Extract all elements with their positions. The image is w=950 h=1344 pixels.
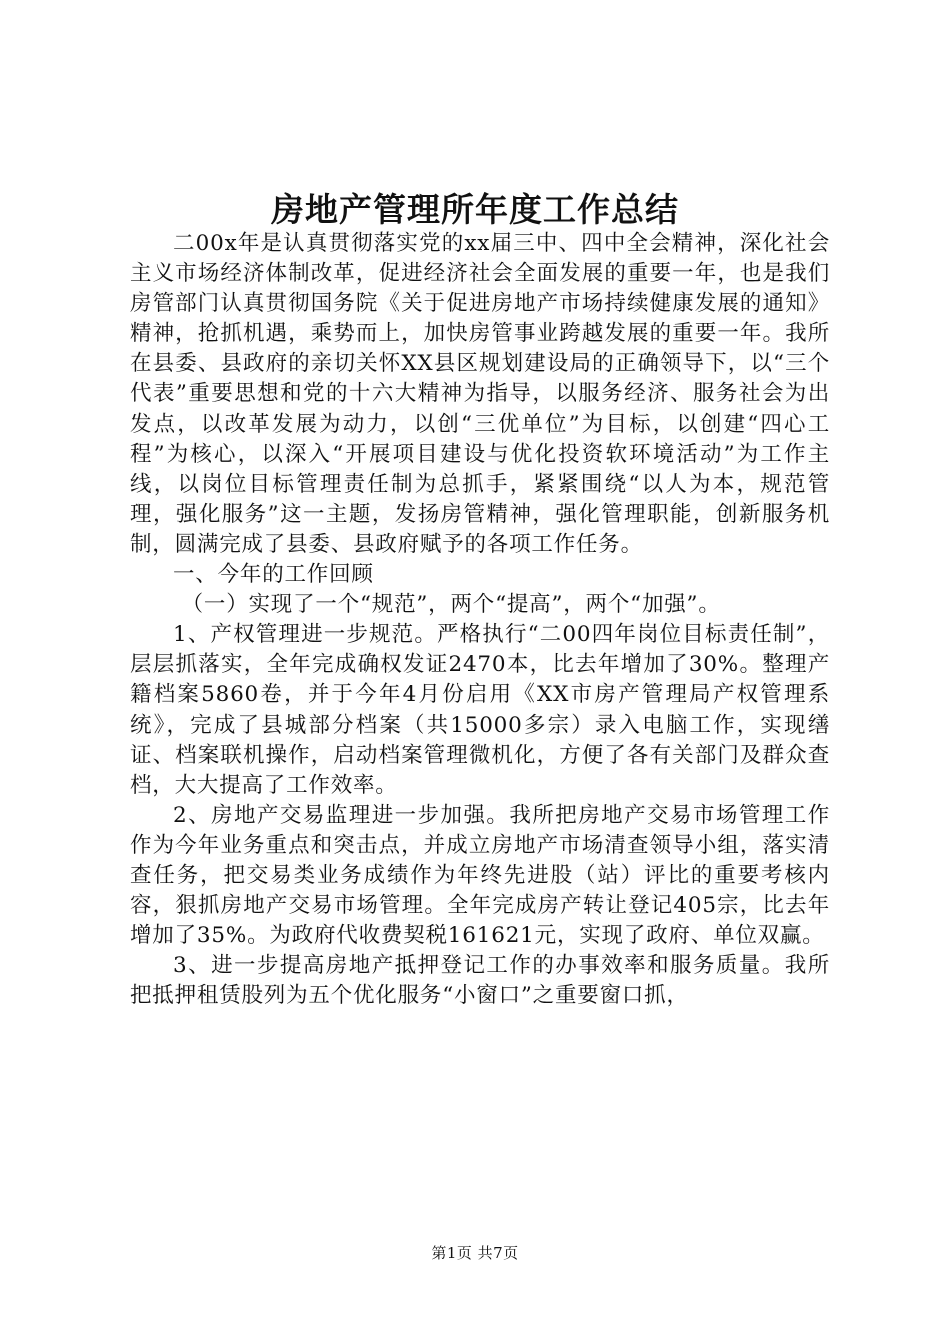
paragraph-intro: 二00x年是认真贯彻落实党的xx届三中、四中全会精神，深化社会主义市场经济体制改革，促进经济社会全面发展的重要一年，也是我们房管部门认真贯彻国务院《关于促进房地产市场持续健康发展的通知》精神，抢抓机遇，乘势而上，加快房管事业跨越发展的重要一年。我所在县委、县政府的亲切关怀XX县区规划建设局的正确领导下，以“三个代表”重要思想和党的十六大精神为指导，以服务经济、服务社会为出发点，以改革发展为动力，以创“三优单位”为目标，以创建“四心工程”为核心，以深入“开展项目建设与优化投资软环境活动”为工作主线，以岗位目标管理责任制为总抓手，紧紧围绕“以人为本，规范管理，强化服务”这一主题，发扬房管精神，强化管理职能，创新服务机制，圆满完成了县委、县政府赋予的各项工作任务。 [130,231,830,557]
section-heading: 一、今年的工作回顾 [173,562,374,588]
subsection-heading: （一）实现了一个“规范”，两个“提高”，两个“加强”。 [181,592,721,618]
document-body [130,229,830,1011]
page-number-footer: 第1页 共7页 [431,1244,519,1262]
paragraph-item-1: 1、产权管理进一步规范。严格执行“二00四年岗位目标责任制”，层层抓落实，全年完成确权发证2470本，比去年增加了30%。整理产籍档案5860卷，并于今年4月份启用《XX市房产管理局产权管理系统》，完成了县城部分档案（共15000多宗）录入电脑工作，实现缮证、档案联机操作，启动档案管理微机化，方便了各有关部门及群众查档，大大提高了工作效率。 [130,622,830,798]
paragraph-item-2: 2、房地产交易监理进一步加强。我所把房地产交易市场管理工作作为今年业务重点和突击点，并成立房地产市场清查领导小组，落实清查任务，把交易类业务成绩作为年终先进股（站）评比的重要考核内容，狠抓房地产交易市场管理。全年完成房产转让登记405宗，比去年增加了35%。为政府代收费契税161621元，实现了政府、单位双赢。 [130,802,830,949]
document-title: 房地产管理所年度工作总结 [271,190,679,229]
paragraph-item-3: 3、进一步提高房地产抵押登记工作的办事效率和服务质量。我所把抵押租赁股列为五个优化服务“小窗口”之重要窗口抓， [130,953,830,1009]
